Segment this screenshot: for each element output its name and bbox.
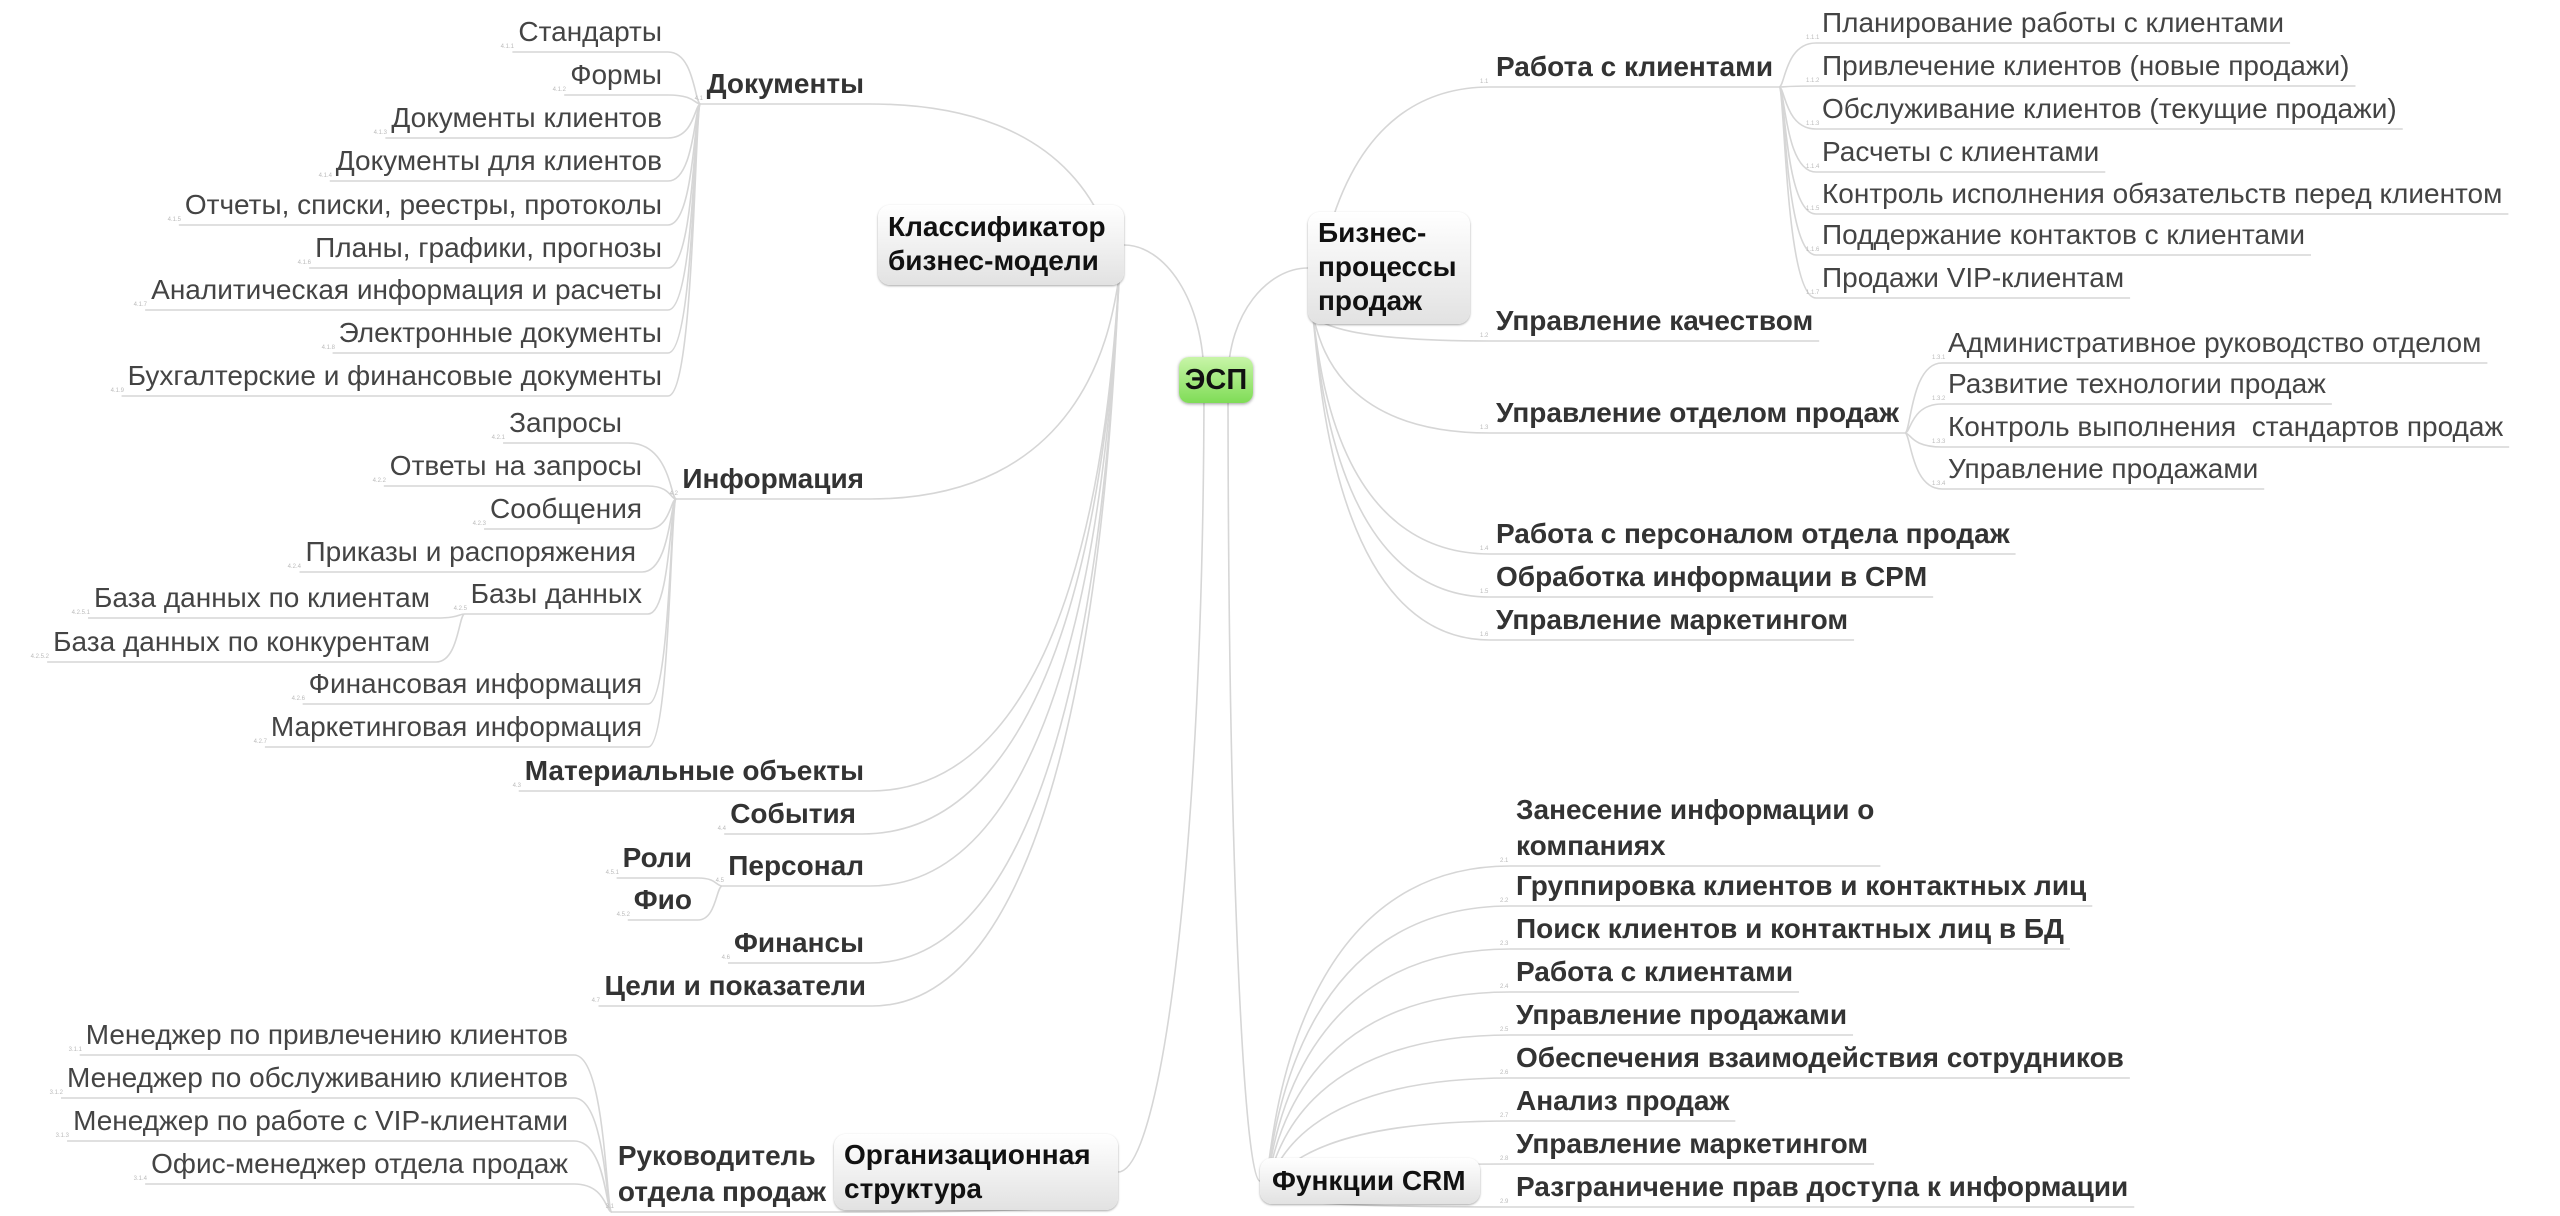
topic-number-crm4: 2.4 — [1500, 984, 1509, 990]
topic-cl1c[interactable]: Документы клиентов — [391, 102, 662, 133]
topic-bp1c[interactable]: Обслуживание клиентов (текущие продажи) — [1822, 93, 2397, 124]
topic-cl1b[interactable]: Формы — [570, 59, 662, 90]
topic-og1c[interactable]: Менеджер по работе с VIP-клиентами — [73, 1105, 568, 1136]
connector-cl2e-cl2e1 — [436, 614, 465, 618]
topic-og1[interactable]: Руководитель отдела продаж — [617, 1140, 826, 1207]
topic-crm6[interactable]: Обеспечения взаимодействия сотрудников — [1516, 1042, 2124, 1073]
topic-number-cl2d: 4.2.4 — [287, 564, 301, 570]
topic-cl2e[interactable]: Базы данных — [470, 578, 642, 609]
topic-number-cl2e1: 4.2.5.1 — [71, 610, 90, 616]
topic-og1b[interactable]: Менеджер по обслуживанию клиентов — [66, 1062, 568, 1093]
topic-cl1a[interactable]: Стандарты — [518, 16, 662, 47]
topic-number-bp3d: 1.3.4 — [1932, 481, 1946, 487]
topic-cl2b[interactable]: Ответы на запросы — [389, 450, 642, 481]
topic-number-cl1d: 4.1.4 — [318, 173, 332, 179]
topic-number-bp1g: 1.1.7 — [1806, 290, 1820, 296]
topic-number-cl3: 4.3 — [512, 783, 521, 789]
connector-cls-cl4 — [862, 277, 1120, 834]
topic-number-bp2: 1.2 — [1480, 333, 1489, 339]
connector-bp-bp5 — [1312, 316, 1490, 597]
topic-bp3a[interactable]: Административное руководство отделом — [1948, 327, 2482, 358]
topic-number-og1b: 3.1.2 — [49, 1090, 63, 1096]
topic-number-bp1c: 1.1.3 — [1806, 121, 1820, 127]
topic-crm9[interactable]: Разграничение прав доступа к информации — [1516, 1171, 2129, 1202]
topic-cl4[interactable]: События — [730, 798, 856, 829]
topic-number-crm1: 2.1 — [1500, 858, 1509, 864]
topic-cl5a[interactable]: Роли — [622, 842, 692, 873]
topic-number-bp5: 1.5 — [1480, 589, 1489, 595]
topic-number-crm3: 2.3 — [1500, 941, 1509, 947]
topic-number-cl2f: 4.2.6 — [291, 696, 305, 702]
connector-cl2-cl2g — [648, 499, 676, 747]
topic-number-cl4: 4.4 — [717, 826, 726, 832]
topic-crm5[interactable]: Управление продажами — [1516, 999, 1848, 1030]
topic-number-bp1b: 1.1.2 — [1806, 78, 1820, 84]
topic-number-cl7: 4.7 — [591, 998, 600, 1004]
topic-crm7[interactable]: Анализ продаж — [1516, 1085, 1730, 1116]
topic-bp3b[interactable]: Развитие технологии продаж — [1948, 368, 2326, 399]
connector-cls-cl2 — [870, 277, 1120, 499]
topic-cl2[interactable]: Информация — [682, 463, 864, 494]
topic-number-cl5b: 4.5.2 — [616, 912, 630, 918]
connector-cls-cl6 — [870, 277, 1120, 963]
topic-bp1f[interactable]: Поддержание контактов с клиентами — [1822, 219, 2305, 250]
topic-number-crm8: 2.8 — [1500, 1156, 1509, 1162]
topic-number-crm2: 2.2 — [1500, 898, 1509, 904]
topic-number-cl1c: 4.1.3 — [373, 130, 387, 136]
connector-root-crm — [1228, 380, 1260, 1181]
topic-bp1g[interactable]: Продажи VIP-клиентам — [1822, 262, 2125, 293]
topic-number-cl2g: 4.2.7 — [253, 739, 267, 745]
connector-cls-cl3 — [870, 277, 1120, 791]
topic-number-cl1b: 4.1.2 — [552, 87, 566, 93]
topic-og1d[interactable]: Офис-менеджер отдела продаж — [151, 1148, 568, 1179]
topic-cl5[interactable]: Персонал — [728, 850, 864, 881]
topic-cl2d[interactable]: Приказы и распоряжения — [305, 536, 636, 567]
topic-bp3[interactable]: Управление отделом продаж — [1496, 397, 1899, 428]
topic-cl1i[interactable]: Бухгалтерские и финансовые документы — [127, 360, 662, 391]
topic-crm3[interactable]: Поиск клиентов и контактных лиц в БД — [1516, 913, 2064, 944]
topic-number-cl2e2: 4.2.5.2 — [30, 654, 49, 660]
topic-number-cl6: 4.6 — [721, 955, 730, 961]
topic-crm8[interactable]: Управление маркетингом — [1516, 1128, 1869, 1159]
branch-business-model-classifier[interactable]: Классификатор бизнес-модели — [878, 205, 1124, 285]
branch-org-structure[interactable]: Организационная структура — [834, 1134, 1118, 1210]
topic-cl1g[interactable]: Аналитическая информация и расчеты — [151, 274, 662, 305]
topic-bp1[interactable]: Работа с клиентами — [1496, 51, 1774, 82]
connector-cl5-cl5b — [698, 886, 722, 920]
topic-number-crm7: 2.7 — [1500, 1113, 1509, 1119]
topic-number-crm9: 2.9 — [1500, 1199, 1509, 1205]
topic-number-bp1a: 1.1.1 — [1806, 35, 1820, 41]
topic-number-cl1f: 4.1.6 — [297, 260, 311, 266]
topic-crm1[interactable]: Занесение информации о компаниях — [1516, 794, 1875, 861]
topic-number-cl1g: 4.1.7 — [133, 302, 147, 308]
topic-bp5[interactable]: Обработка информации в CPM — [1496, 561, 1928, 592]
topic-bp1b[interactable]: Привлечение клиентов (новые продажи) — [1822, 50, 2350, 81]
topic-number-cl1a: 4.1.1 — [500, 44, 514, 50]
topic-number-cl2e: 4.2.5 — [453, 606, 467, 612]
branch-business-processes[interactable]: Бизнес- процессы продаж — [1308, 212, 1470, 324]
topic-number-og1a: 3.1.1 — [68, 1047, 82, 1053]
topic-bp3d[interactable]: Управление продажами — [1948, 453, 2259, 484]
topic-number-cl2a: 4.2.1 — [491, 435, 505, 441]
connector-cl2e-cl2e2 — [436, 614, 465, 662]
topic-cl7[interactable]: Цели и показатели — [604, 970, 866, 1001]
connector-bp-bp4 — [1312, 316, 1490, 554]
topic-number-cl2: 4.2 — [669, 491, 678, 497]
connector-cl2-cl2f — [648, 499, 676, 704]
topic-number-og1d: 3.1.4 — [133, 1176, 147, 1182]
connector-crm-crm1 — [1264, 866, 1510, 1196]
connector-bp3-bp3b — [1905, 404, 1942, 433]
topic-cl1h[interactable]: Электронные документы — [338, 317, 662, 348]
topic-cl3[interactable]: Материальные объекты — [524, 755, 864, 786]
topic-number-bp1e: 1.1.5 — [1806, 206, 1820, 212]
topic-number-cl5: 4.5 — [715, 878, 724, 884]
topic-cl2c[interactable]: Сообщения — [490, 493, 642, 524]
topic-cl2a[interactable]: Запросы — [509, 407, 622, 438]
topic-bp1e[interactable]: Контроль исполнения обязательств перед клиентом — [1822, 178, 2503, 209]
topic-number-cl1e: 4.1.5 — [167, 217, 181, 223]
topic-crm4[interactable]: Работа с клиентами — [1516, 956, 1794, 987]
topic-cl1d[interactable]: Документы для клиентов — [335, 145, 662, 176]
topic-cl5b[interactable]: Фио — [633, 884, 692, 915]
topic-cl2g[interactable]: Маркетинговая информация — [270, 711, 642, 742]
topic-cl2f[interactable]: Финансовая информация — [308, 668, 642, 699]
topic-cl2e1[interactable]: База данных по клиентам — [94, 582, 430, 613]
topic-number-cl2c: 4.2.3 — [472, 521, 486, 527]
topic-bp4[interactable]: Работа с персоналом отдела продаж — [1496, 518, 2010, 549]
topic-number-bp4: 1.4 — [1480, 546, 1489, 552]
topic-number-cl1h: 4.1.8 — [321, 345, 335, 351]
connector-root-org — [1118, 380, 1204, 1172]
topic-number-cl2b: 4.2.2 — [372, 478, 386, 484]
topic-bp2[interactable]: Управление качеством — [1496, 305, 1814, 336]
connector-bp1-bp1b — [1779, 86, 1816, 87]
topic-number-bp6: 1.6 — [1480, 632, 1489, 638]
topic-cl1[interactable]: Документы — [706, 68, 864, 99]
topic-number-bp1f: 1.1.6 — [1806, 247, 1820, 253]
topic-number-bp3: 1.3 — [1480, 425, 1489, 431]
topic-number-bp3c: 1.3.3 — [1932, 439, 1946, 445]
topic-cl1e[interactable]: Отчеты, списки, реестры, протоколы — [184, 189, 662, 220]
central-topic[interactable]: ЭСП — [1179, 357, 1253, 403]
topic-number-bp3a: 1.3.1 — [1932, 355, 1946, 361]
connector-bp-bp3 — [1312, 316, 1490, 433]
topic-number-cl1i: 4.1.9 — [110, 388, 124, 394]
connector-cls-cl7 — [872, 277, 1120, 1006]
topic-og1a[interactable]: Менеджер по привлечению клиентов — [85, 1019, 568, 1050]
topic-cl6[interactable]: Финансы — [734, 927, 864, 958]
topic-number-bp1: 1.1 — [1480, 79, 1489, 85]
topic-number-cl5a: 4.5.1 — [605, 870, 619, 876]
connector-crm-crm2 — [1264, 906, 1510, 1196]
topic-number-cl1: 4.1 — [694, 96, 703, 102]
topic-crm2[interactable]: Группировка клиентов и контактных лиц — [1516, 870, 2087, 901]
topic-number-crm5: 2.5 — [1500, 1027, 1509, 1033]
topic-number-og1: 3.1 — [605, 1204, 614, 1210]
topic-bp1d[interactable]: Расчеты с клиентами — [1822, 136, 2100, 167]
branch-crm-functions[interactable]: Функции CRM — [1260, 1158, 1480, 1204]
topic-bp1a[interactable]: Планирование работы с клиентами — [1822, 7, 2285, 38]
connector-cls-cl5 — [870, 277, 1120, 886]
topic-bp6[interactable]: Управление маркетингом — [1496, 604, 1849, 635]
connector-bp-bp6 — [1312, 316, 1490, 640]
topic-cl2e2[interactable]: База данных по конкурентам — [53, 626, 430, 657]
topic-number-og1c: 3.1.3 — [55, 1133, 69, 1139]
topic-number-bp1d: 1.1.4 — [1806, 164, 1820, 170]
topic-number-bp3b: 1.3.2 — [1932, 396, 1946, 402]
topic-number-crm6: 2.6 — [1500, 1070, 1509, 1076]
topic-cl1f[interactable]: Планы, графики, прогнозы — [315, 232, 662, 263]
topic-bp3c[interactable]: Контроль выполнения стандартов продаж — [1948, 411, 2504, 442]
